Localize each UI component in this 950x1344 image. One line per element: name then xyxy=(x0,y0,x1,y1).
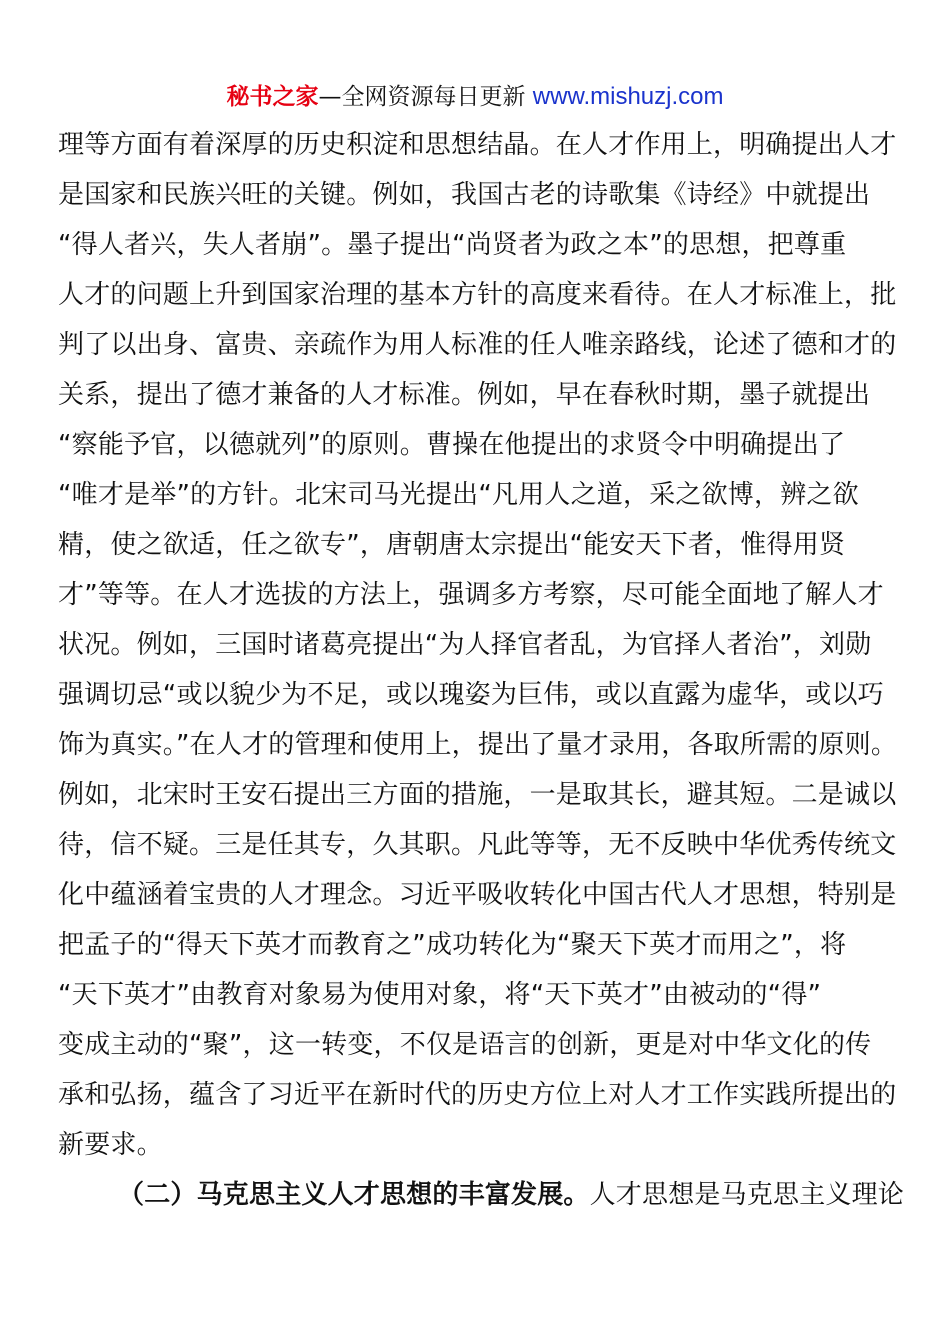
text-line: 强调切忌“或以貌少为不足，或以瑰姿为巨伟，或以直露为虚华，或以巧 xyxy=(58,680,884,710)
section-text: 人才思想是马克思主义理论 xyxy=(589,1180,905,1210)
text-line: 化中蕴涵着宝贵的人才理念。习近平吸收转化中国古代人才思想，特别是 xyxy=(58,880,897,910)
text-line: 变成主动的“聚”，这一转变，不仅是语言的创新，更是对中华文化的传 xyxy=(58,1030,872,1060)
site-url[interactable]: www.mishuzj.com xyxy=(532,83,724,110)
text-line: “唯才是举”的方针。北宋司马光提出“凡用人之道，采之欲博，辨之欲 xyxy=(58,480,859,510)
text-line: 饰为真实。”在人才的管理和使用上，提出了量才录用，各取所需的原则。 xyxy=(58,730,898,760)
text-line: “得人者兴，失人者崩”。墨子提出“尚贤者为政之本”的思想，把尊重 xyxy=(58,230,847,260)
text-line: 关系，提出了德才兼备的人才标准。例如，早在春秋时期，墨子就提出 xyxy=(58,380,871,410)
text-line: 承和弘扬，蕴含了习近平在新时代的历史方位上对人才工作实践所提出的 xyxy=(58,1080,897,1110)
text-line: 人才的问题上升到国家治理的基本方针的高度来看待。在人才标准上，批 xyxy=(58,280,897,310)
section-paragraph xyxy=(58,1170,905,1220)
text-line: “察能予官，以德就列”的原则。曹操在他提出的求贤令中明确提出了 xyxy=(58,430,846,460)
text-line: “天下英才”由教育对象易为使用对象，将“天下英才”由被动的“得” xyxy=(58,980,822,1010)
text-line: 理等方面有着深厚的历史积淀和思想结晶。在人才作用上，明确提出人才 xyxy=(58,130,897,160)
brand-name: 秘书之家 xyxy=(226,84,319,110)
text-line: 待，信不疑。三是任其专，久其职。凡此等等，无不反映中华优秀传统文 xyxy=(58,830,897,860)
text-line: 新要求。 xyxy=(58,1130,163,1160)
text-line: 是国家和民族兴旺的关键。例如，我国古老的诗歌集《诗经》中就提出 xyxy=(58,180,871,210)
document-body xyxy=(58,120,905,1220)
page-header xyxy=(0,80,950,114)
text-line: 把孟子的“得天下英才而教育之”成功转化为“聚天下英才而用之”，将 xyxy=(58,930,847,960)
section-heading: （二）马克思主义人才思想的丰富发展。 xyxy=(118,1180,590,1210)
header-tagline: —全网资源每日更新 xyxy=(318,84,533,110)
text-line: 精，使之欲适，任之欲专”，唐朝唐太宗提出“能安天下者，惟得用贤 xyxy=(58,530,846,560)
text-line: 例如，北宋时王安石提出三方面的措施，一是取其长，避其短。二是诚以 xyxy=(58,780,897,810)
text-line: 才”等等。在人才选拔的方法上，强调多方考察，尽可能全面地了解人才 xyxy=(58,580,884,610)
text-line: 状况。例如，三国时诸葛亮提出“为人择官者乱，为官择人者治”，刘勋 xyxy=(58,630,872,660)
text-line: 判了以出身、富贵、亲疏作为用人标准的任人唯亲路线，论述了德和才的 xyxy=(58,330,897,360)
